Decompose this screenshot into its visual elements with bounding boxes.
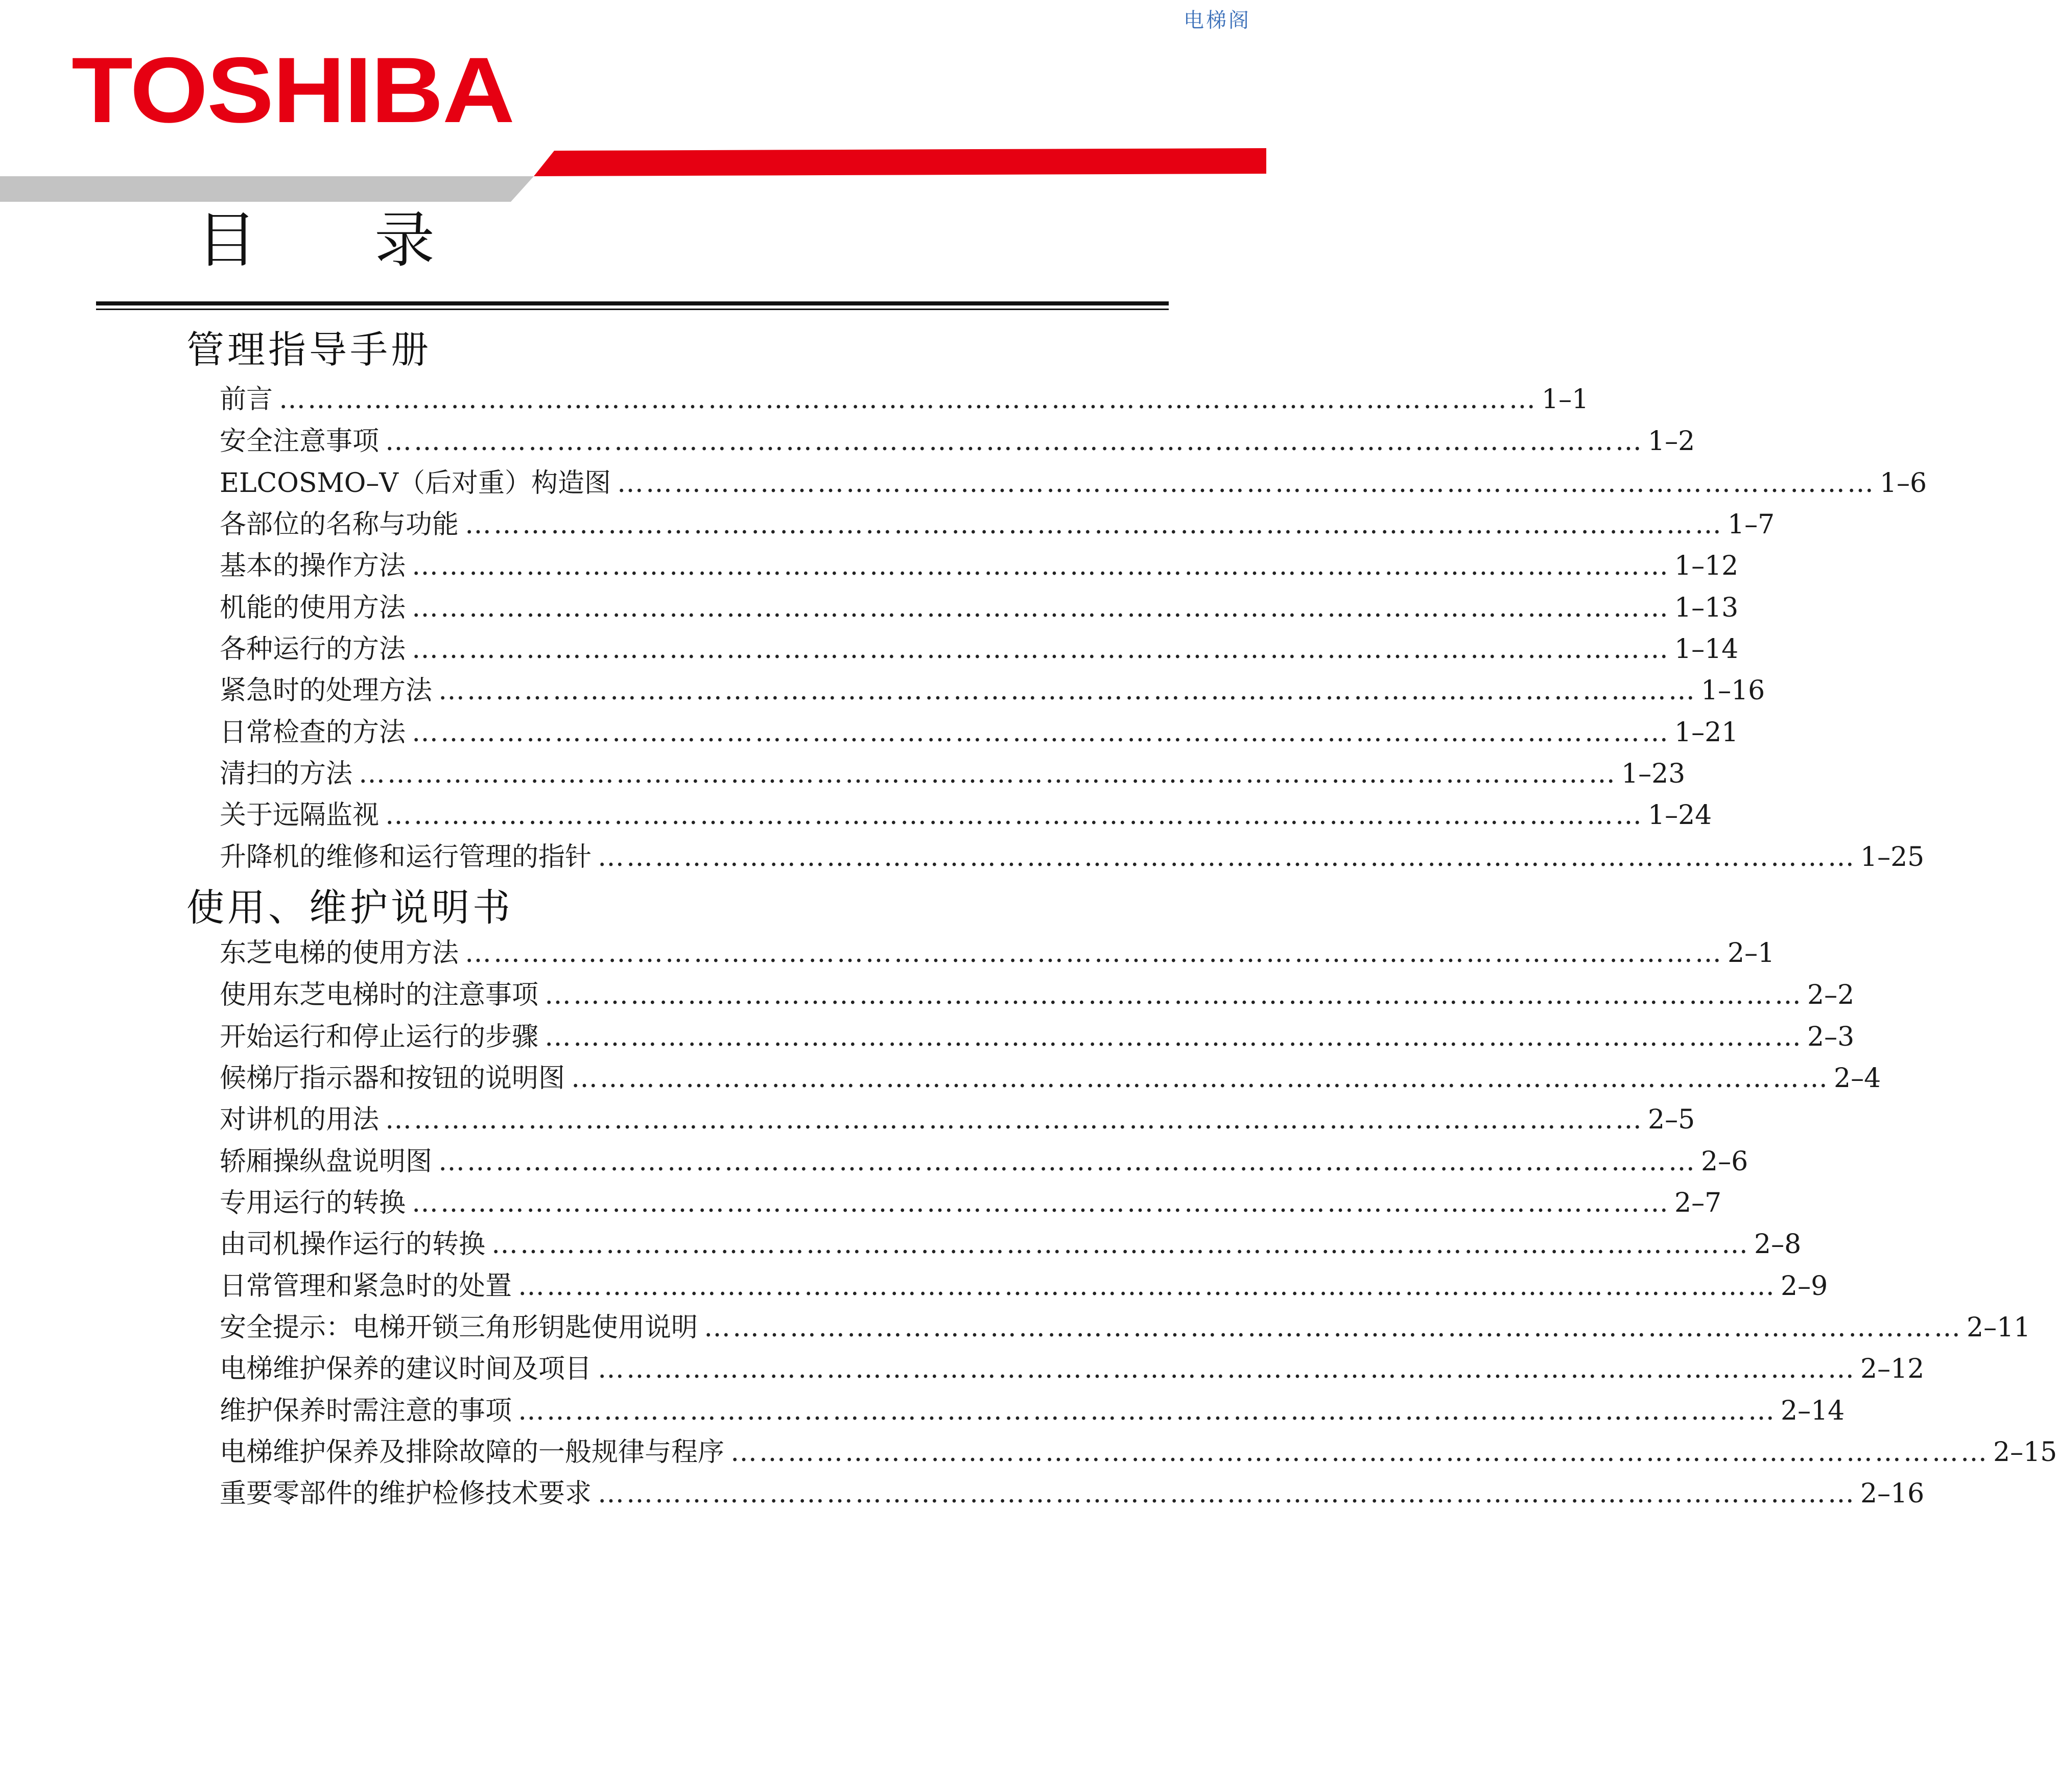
toc-entry[interactable] [220,937,1775,970]
toc-leader: …………………………………………………………………………………………………………………… [545,980,1804,1010]
toc-entry[interactable] [220,1436,2057,1469]
toc-entry-page: 1–25 [1860,842,1925,873]
toc-entry[interactable] [220,383,1589,416]
toc-entry-label: 电梯维护保养的建议时间及项目 [220,1354,592,1384]
section-heading-management: 管理指导手册 [186,328,432,372]
toc-entry[interactable] [220,633,1739,666]
title-rule-thick [96,301,1169,305]
toc-leader: …………………………………………………………………………………………………………………… [385,426,1644,457]
toc-entry[interactable] [220,508,1775,541]
toc-entry-label: 清扫的方法 [220,759,353,789]
toc-entry-page: 2–9 [1781,1271,1828,1302]
toc-entry-page: 2–4 [1834,1063,1881,1094]
toc-entry-page: 1–21 [1674,717,1739,748]
toc-leader: …………………………………………………………………………………………………………………… [465,938,1724,969]
toc-leader: …………………………………………………………………………………………………………………… [412,634,1671,665]
toc-leader: …………………………………………………………………………………………………………………… [598,842,1857,873]
toc-entry-label: 关于远隔监视 [220,800,380,831]
toc-entry-label: 对讲机的用法 [220,1104,380,1135]
toc-entry-page: 1–24 [1648,800,1712,831]
toc-leader: …………………………………………………………………………………………………………………… [598,1478,1857,1509]
toc-entry[interactable] [220,979,1855,1011]
toc-entry[interactable] [220,1477,1925,1510]
toc-leader: …………………………………………………………………………………………………………………… [617,468,1876,499]
toc-entry-label: 前言 [220,384,273,415]
toc-entry-label: 使用东芝电梯时的注意事项 [220,980,539,1010]
toc-entry[interactable] [220,1311,2031,1344]
toc-entry-label: ELCOSMO–V（后对重）构造图 [220,468,611,499]
toc-entry-label: 东芝电梯的使用方法 [220,938,459,969]
toc-entry-label: 电梯维护保养及排除故障的一般规律与程序 [220,1437,725,1468]
toc-entry-page: 2–11 [1967,1312,2031,1343]
toc-leader: …………………………………………………………………………………………………………………… [730,1437,1990,1468]
toc-entry-page: 2–8 [1754,1229,1802,1260]
toc-entry-page: 2–15 [1993,1437,2057,1468]
toc-entry-page: 1–1 [1542,384,1589,415]
toc-entry[interactable] [220,1228,1802,1261]
toc-entry[interactable] [220,592,1739,624]
page-title: 目 录 [197,205,464,275]
toc-entry-page: 2–12 [1860,1354,1925,1384]
toc-entry-page: 1–2 [1648,426,1695,457]
toc-entry-page: 1–13 [1674,593,1739,623]
toc-entry-page: 1–23 [1621,759,1686,789]
toc-entry[interactable] [220,758,1686,790]
toc-entry-page: 2–1 [1728,938,1775,969]
toc-entry[interactable] [220,1395,1845,1427]
toc-entry-page: 1–14 [1674,634,1739,665]
toc-entry-label: 日常检查的方法 [220,717,406,748]
toc-entry[interactable] [220,1187,1722,1219]
toc-entry-label: 安全提示：电梯开锁三角形钥匙使用说明 [220,1312,698,1343]
toc-leader: …………………………………………………………………………………………………………………… [491,1229,1751,1260]
toc-entry-label: 重要零部件的维护检修技术要求 [220,1478,592,1509]
toc-entry[interactable] [220,1270,1828,1303]
toc-leader: …………………………………………………………………………………………………………………… [412,717,1671,748]
toc-leader: …………………………………………………………………………………………………………………… [438,675,1697,706]
toc-entry-label: 由司机操作运行的转换 [220,1229,486,1260]
toc-entry[interactable] [220,799,1712,832]
toc-leader: …………………………………………………………………………………………………………………… [385,1104,1644,1135]
watermark-text: 电梯阁 [1184,9,1251,32]
toc-entry-label: 各种运行的方法 [220,634,406,665]
toc-leader: …………………………………………………………………………………………………………………… [412,1188,1671,1218]
toc-entry-page: 1–7 [1728,509,1775,540]
toc-leader: …………………………………………………………………………………………………………………… [704,1312,1963,1343]
toc-leader: …………………………………………………………………………………………………………………… [385,800,1644,831]
toc-entry-label: 升降机的维修和运行管理的指针 [220,842,592,873]
toc-entry-page: 2–3 [1807,1022,1855,1052]
toshiba-logo: TOSHIBA [72,38,514,142]
toc-entry-page: 2–6 [1701,1146,1748,1177]
toc-entry-label: 候梯厅指示器和按钮的说明图 [220,1063,565,1094]
toc-leader: …………………………………………………………………………………………………………………… [438,1146,1697,1177]
toc-leader: …………………………………………………………………………………………………………………… [465,509,1724,540]
header-stripe-gray [0,176,534,202]
toc-entry[interactable] [220,467,1927,500]
toc-entry-page: 2–14 [1781,1396,1845,1426]
toc-entry-label: 开始运行和停止运行的步骤 [220,1022,539,1052]
toc-leader: …………………………………………………………………………………………………………………… [359,759,1618,789]
toc-leader: …………………………………………………………………………………………………………………… [545,1022,1804,1052]
toc-entry[interactable] [220,674,1765,707]
toc-entry-label: 日常管理和紧急时的处置 [220,1271,512,1302]
toc-entry[interactable] [220,1103,1695,1136]
toc-entry-page: 1–6 [1879,468,1927,499]
toc-entry-label: 轿厢操纵盘说明图 [220,1146,433,1177]
toc-entry[interactable] [220,841,1925,874]
toc-entry-page: 2–16 [1860,1478,1925,1509]
toc-entry[interactable] [220,550,1739,582]
toc-leader: …………………………………………………………………………………………………………………… [412,593,1671,623]
toc-entry-label: 机能的使用方法 [220,593,406,623]
toc-entry-page: 1–12 [1674,551,1739,581]
toc-entry[interactable] [220,1353,1925,1385]
toc-leader: …………………………………………………………………………………………………………………… [518,1271,1777,1302]
toc-leader: …………………………………………………………………………………………………………………… [518,1396,1777,1426]
title-rule-thin [96,309,1169,310]
toc-leader: …………………………………………………………………………………………………………………… [412,551,1671,581]
toc-entry-label: 维护保养时需注意的事项 [220,1396,512,1426]
toc-entry-label: 专用运行的转换 [220,1188,406,1218]
toc-entry-page: 2–2 [1807,980,1855,1010]
toc-entry[interactable] [220,716,1739,749]
toc-entry-label: 安全注意事项 [220,426,380,457]
section-heading-usage-maintenance: 使用、维护说明书 [186,886,513,930]
toc-entry[interactable] [220,1021,1855,1053]
header-stripe-red [534,148,1266,176]
toc-entry-label: 紧急时的处理方法 [220,675,433,706]
toc-entry[interactable] [220,1145,1748,1178]
toc-entry-page: 2–7 [1674,1188,1722,1218]
toc-entry-page: 1–16 [1701,675,1765,706]
toc-leader: …………………………………………………………………………………………………………………… [571,1063,1830,1094]
toc-entry-page: 2–5 [1648,1104,1695,1135]
toc-entry-label: 基本的操作方法 [220,551,406,581]
toc-entry-label: 各部位的名称与功能 [220,509,459,540]
toc-leader: …………………………………………………………………………………………………………………… [279,384,1538,415]
toc-entry[interactable] [220,425,1695,458]
toc-entry[interactable] [220,1062,1881,1095]
toc-leader: …………………………………………………………………………………………………………………… [598,1354,1857,1384]
